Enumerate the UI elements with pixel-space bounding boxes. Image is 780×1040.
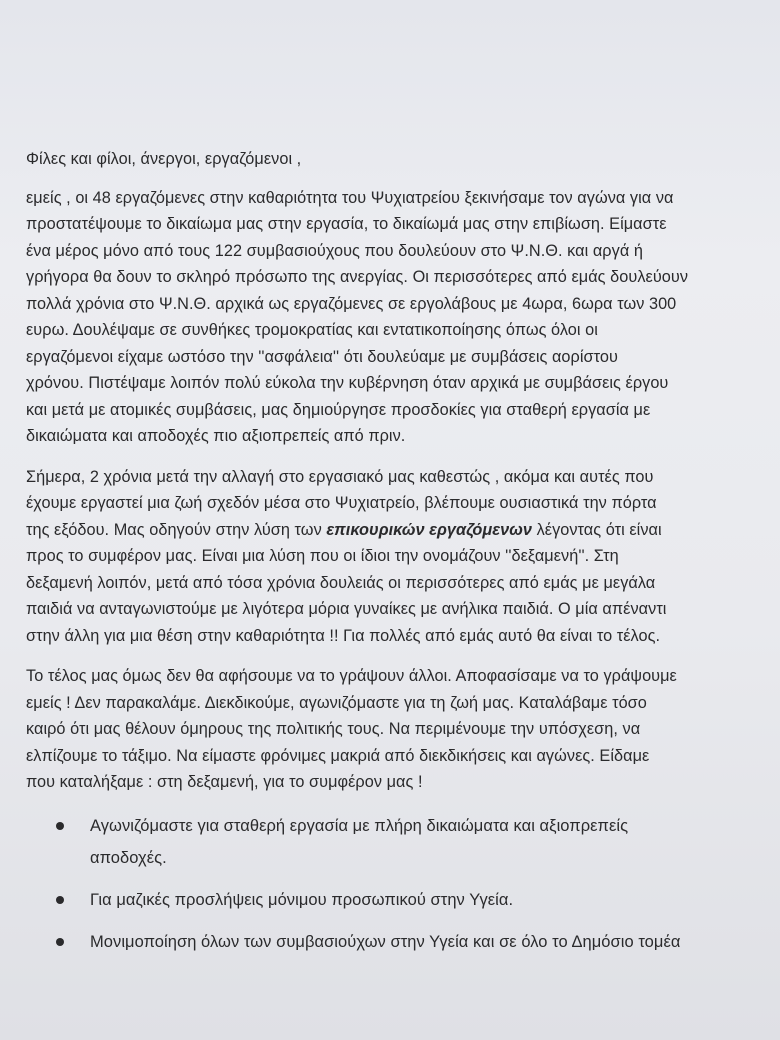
paragraph-1	[26, 185, 754, 450]
greeting-line: Φίλες και φίλοι, άνεργοι, εργαζόμενοι ,	[26, 150, 302, 168]
emphasized-text: επικουρικών εργαζόμενων	[326, 520, 532, 539]
text-line: που καταλήξαμε : στη δεξαμενή, για το συμφέρον μας !	[26, 773, 423, 791]
text-line: γρήγορα θα δουν το σκληρό πρόσωπο της ανεργίας. Οι περισσότερες από εμάς δουλεύουν	[26, 268, 689, 286]
text-line: έχουμε εργαστεί μια ζωή σχεδόν μέσα στο Ψυχιατρείο, βλέπουμε ουσιαστικά την πόρτα	[26, 494, 657, 512]
bullet-icon	[56, 822, 64, 830]
list-item	[26, 926, 754, 958]
text-line: ευρω. Δουλέψαμε σε συνθήκες τρομοκρατίας και εντατικοποίησης όπως όλοι οι	[26, 321, 598, 339]
text-line: αποδοχές.	[90, 848, 167, 867]
text-line: Μονιμοποίηση όλων των συμβασιούχων στην Υγεία και σε όλο το Δημόσιο τομέα	[90, 932, 681, 951]
text-line: εμείς , οι 48 εργαζόμενες στην καθαριότητα του Ψυχιατρείου ξεκινήσαμε τον αγώνα για να	[26, 188, 674, 207]
text-line: και μετά με ατομικές συμβάσεις, μας δημιούργησε προσδοκίες για σταθερή εργασία με	[26, 400, 651, 419]
text-segment: της εξόδου. Μας οδηγούν στην λύση των	[26, 520, 327, 539]
text-line: εμείς ! Δεν παρακαλάμε. Διεκδικούμε, αγωνιζόμαστε για τη ζωή μας. Καταλάβαμε τόσο	[26, 693, 647, 712]
text-line: στην άλλη για μια θέση στην καθαριότητα !! Για πολλές από εμάς αυτό θα είναι το τέλος.	[26, 626, 661, 645]
text-line: προς το συμφέρον μας. Είναι μια λύση που οι ίδιοι την ονομάζουν ''δεξαμενή''. Στη	[26, 547, 619, 565]
list-item	[26, 884, 754, 916]
paragraph-2	[26, 464, 754, 650]
text-line: ένα μέρος μόνο από τους 122 συμβασιούχους που δουλεύουν στο Ψ.Ν.Θ. και αργά ή	[26, 241, 643, 260]
text-line: δικαιώματα και αποδοχές πιο αξιοπρεπείς από πριν.	[26, 427, 406, 445]
text-line: δεξαμενή λοιπόν, μετά από τόσα χρόνια δουλειάς οι περισσότερες από εμάς με μεγάλα	[26, 573, 656, 592]
text-line: Αγωνιζόμαστε για σταθερή εργασία με πλήρη δικαιώματα και αξιοπρεπείς	[90, 816, 629, 835]
text-line: Για μαζικές προσλήψεις μόνιμου προσωπικού στην Υγεία.	[90, 890, 514, 909]
demands-list	[26, 810, 754, 958]
bullet-icon	[56, 938, 64, 946]
letter-document	[26, 146, 754, 968]
text-line: πολλά χρόνια στο Ψ.Ν.Θ. αρχικά ως εργαζόμενες σε εργολάβους με 4ωρα, 6ωρα των 300	[26, 294, 677, 313]
text-segment: λέγοντας ότι είναι	[532, 520, 662, 539]
bullet-icon	[56, 896, 64, 904]
list-item	[26, 810, 754, 874]
text-line: καιρό ότι μας θέλουν όμηρους της πολιτικής τους. Να περιμένουμε την υπόσχεση, να	[26, 720, 641, 738]
paragraph-3	[26, 663, 754, 796]
text-line: χρόνου. Πιστέψαμε λοιπόν πολύ εύκολα την κυβέρνηση όταν αρχικά με συμβάσεις έργου	[26, 374, 669, 392]
text-line: εργαζόμενοι είχαμε ωστόσο την ''ασφάλεια'' ότι δουλεύαμε με συμβάσεις αορίστου	[26, 347, 618, 366]
text-line: ελπίζουμε το τάξιμο. Να είμαστε φρόνιμες μακριά από διεκδικήσεις και αγώνες. Είδαμε	[26, 746, 650, 765]
text-line: προστατέψουμε το δικαίωμα μας στην εργασία, το δικαίωμά μας στην επιβίωση. Είμαστε	[26, 215, 667, 233]
text-line-with-emphasis	[26, 517, 754, 544]
text-line: Σήμερα, 2 χρόνια μετά την αλλαγή στο εργασιακό μας καθεστώς , ακόμα και αυτές που	[26, 467, 654, 486]
text-line: Το τέλος μας όμως δεν θα αφήσουμε να το γράψουν άλλοι. Αποφασίσαμε να το γράψουμε	[26, 667, 677, 685]
text-line: παιδιά να ανταγωνιστούμε με λιγότερα μόρια γυναίκες με ανήλικα παιδιά. Ο μία απέναντι	[26, 600, 667, 618]
